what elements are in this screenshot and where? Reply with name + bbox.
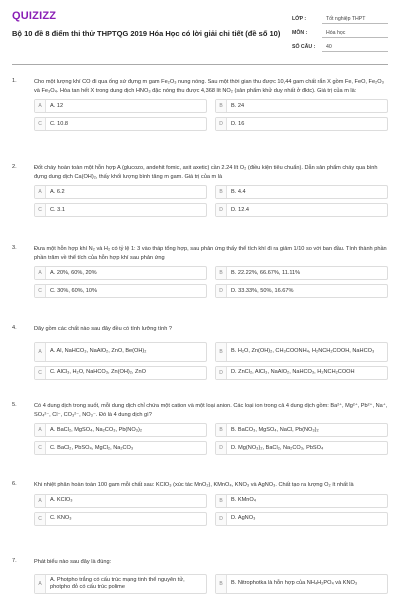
answer-options (34, 494, 388, 526)
option-d[interactable]: D D. 16 (215, 117, 388, 131)
document-title: Bộ 10 đề 8 điểm thi thử THPTQG 2019 Hóa Học có lời giải chi tiết (đề số 10) (12, 29, 281, 38)
option-a[interactable]: A A. Photpho trắng có cấu trúc mạng tinh thể nguyên tử, photpho đỏ có cấu trúc polime (34, 574, 207, 594)
answer-options (34, 342, 388, 380)
option-b[interactable]: B B. 24 (215, 99, 388, 113)
class-label: LỚP : (292, 16, 307, 22)
question-number: 1. (12, 78, 17, 84)
count-value: 40 (322, 42, 388, 52)
question-4 (12, 325, 388, 380)
option-b[interactable]: B B. H₂O, Zn(OH)₂, CH₃COONH₄, H₂NCH₂COOH, NaHCO₃ (215, 342, 388, 362)
option-a[interactable]: A A. BaCl₂, MgSO₄, Na₂CO₃, Pb(NO₃)₂ (34, 423, 207, 437)
quizizz-logo: QUIZIZZ (12, 10, 57, 22)
subject-value: Hóa học (322, 28, 388, 38)
question-number: 5. (12, 402, 17, 408)
option-b[interactable]: B B. 4.4 (215, 185, 388, 199)
question-text: Cho một lượng khí CO đi qua ống sứ đựng m gam Fe₂O₃ nung nóng. Sau một thời gian thu được 10,44 gam chất rắn X gồm Fe, FeO, Fe₂O₃ và Fe₃O₄. Hòa tan hết X trong dung dịch HNO₃ đặc nóng thu được 4,368 lít NO₂ (sản phẩm khử duy nhất ở đktc). Giá trị của m là: (34, 79, 384, 94)
question-1 (12, 78, 388, 131)
subject-label: MÔN : (292, 30, 308, 36)
option-a[interactable]: A A. Al, NaHCO₃, NaAlO₂, ZnO, Be(OH)₂ (34, 342, 207, 362)
option-a[interactable]: A A. 20%, 60%, 20% (34, 266, 207, 280)
answer-options (34, 423, 388, 455)
header-divider (12, 64, 388, 65)
count-label: SỐ CÂU : (292, 44, 316, 50)
option-c[interactable]: C C. 3.1 (34, 203, 207, 217)
question-3 (12, 245, 388, 298)
option-b[interactable]: B B. 22.22%, 66.67%, 11.11% (215, 266, 388, 280)
option-d[interactable]: D D. AgNO₃ (215, 512, 388, 526)
option-b[interactable]: B B. KMnO₄ (215, 494, 388, 508)
question-7 (12, 558, 388, 594)
option-c[interactable]: C C. BaCl₂, PbSO₄, MgCl₂, Na₂CO₃ (34, 441, 207, 455)
question-text: Đốt cháy hoàn toàn một hỗn hợp A (glucozo, andehit fomic, axit axetic) cần 2.24 lít O₂ (điều kiện tiêu chuẩn). Dẫn sản phẩm cháy qua bình đựng dung dịch Ca(OH)₂, thấy khối lượng bình tăng m gam. Giá trị của m là (34, 165, 378, 180)
answer-options (34, 574, 388, 594)
option-a[interactable]: A A. 6.2 (34, 185, 207, 199)
option-c[interactable]: C C. 30%, 60%, 10% (34, 284, 207, 298)
meta-class-row (292, 12, 388, 26)
question-6 (12, 481, 388, 526)
class-value: Tốt nghiệp THPT (322, 14, 388, 24)
meta-subject-row (292, 26, 388, 40)
question-number: 4. (12, 325, 17, 331)
question-5 (12, 402, 388, 455)
answer-options (34, 99, 388, 131)
question-2 (12, 164, 388, 217)
document-header (12, 10, 388, 50)
question-text: Phát biểu nào sau đây là đúng: (34, 559, 112, 565)
option-c[interactable]: C C. KNO₃ (34, 512, 207, 526)
question-text: Đưa một hỗn hợp khí N₂ và H₂ có tỷ lệ 1: 3 vào tháp tổng hợp, sau phản ứng thấy thể tích khí đi ra giảm 1/10 so với ban đầu. Tính thành phần phần trăm về thể tích của hỗn hợp khí sau phản ứng (34, 246, 387, 261)
option-d[interactable]: D D. 12.4 (215, 203, 388, 217)
answer-options (34, 266, 388, 298)
option-b[interactable]: B B. BaCO₃, MgSO₄, NaCl, Pb(NO₃)₂ (215, 423, 388, 437)
question-text: Dãy gồm các chất nào sau đây đều có tính lưỡng tính ? (34, 326, 173, 332)
option-a[interactable]: A A. 12 (34, 99, 207, 113)
question-text: Có 4 dung dịch trong suốt, mỗi dung dịch chỉ chứa một cation và một loại anion. Các loại ion trong cả 4 dung dịch gồm: Ba²⁺, Mg²⁺, Pb²⁺, Na⁺, SO₄²⁻, Cl⁻, CO₃²⁻, NO₃⁻. Đó là 4 dung dịch gì? (34, 403, 388, 418)
question-number: 3. (12, 245, 17, 251)
option-a[interactable]: A A. KClO₃ (34, 494, 207, 508)
answer-options (34, 185, 388, 217)
option-d[interactable]: D D. ZnCl₂, AlCl₃, NaAlO₂, NaHCO₃, H₂NCH₂COOH (215, 366, 388, 380)
option-c[interactable]: C C. 10.8 (34, 117, 207, 131)
question-number: 6. (12, 481, 17, 487)
option-b[interactable]: B B. Nitrophotka là hỗn hợp của NH₄H₂PO₄ và KNO₃ (215, 574, 388, 594)
question-text: Khi nhiệt phân hoàn toàn 100 gam mỗi chất sau: KClO₃ (xúc tác MnO₂), KMnO₄, KNO₃ và AgNO₃. Chất tạo ra lượng O₂ ít nhất là (34, 482, 354, 488)
meta-box (292, 12, 388, 54)
option-c[interactable]: C C. AlCl₃, H₂O, NaHCO₃, Zn(OH)₂, ZnO (34, 366, 207, 380)
option-d[interactable]: D D. Mg(NO₃)₂, BaCl₂, Na₂CO₃, PbSO₄ (215, 441, 388, 455)
question-number: 7. (12, 558, 17, 564)
meta-count-row (292, 40, 388, 54)
option-d[interactable]: D D. 33.33%, 50%, 16.67% (215, 284, 388, 298)
question-number: 2. (12, 164, 17, 170)
